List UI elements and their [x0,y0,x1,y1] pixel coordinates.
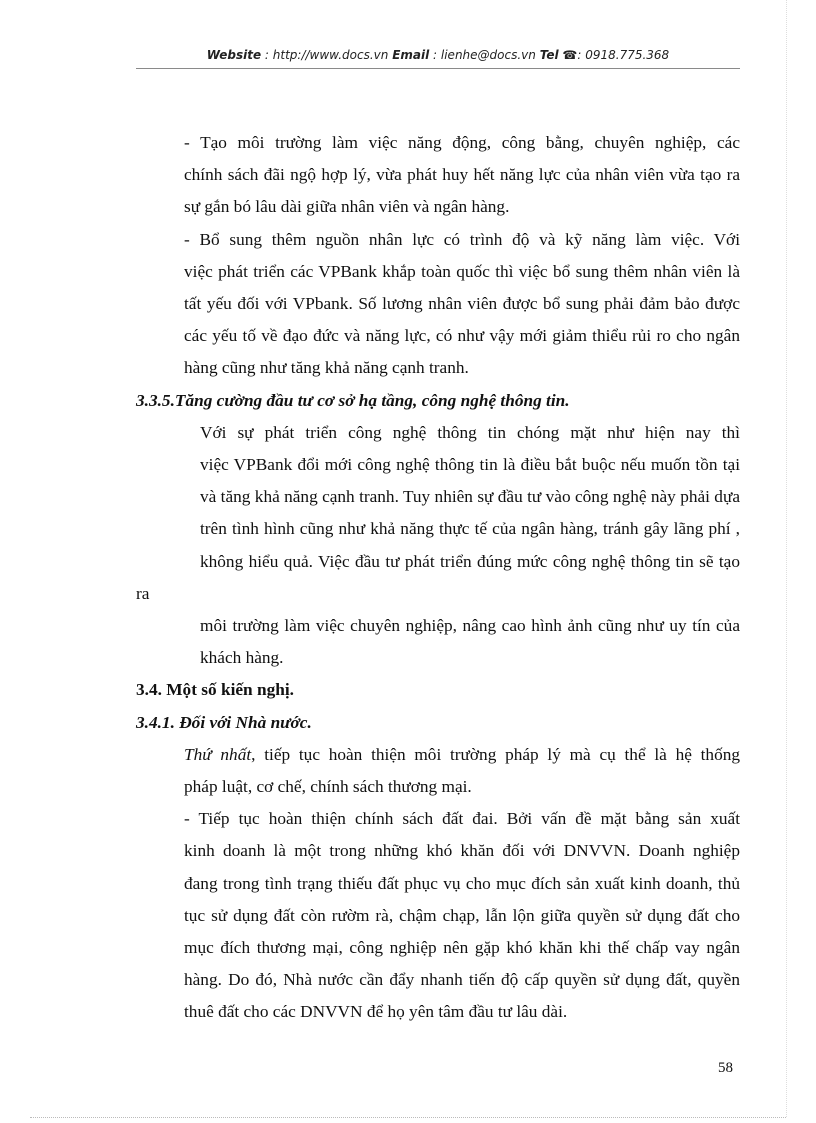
text-line: và tăng khả năng cạnh tranh. Tuy nhiên sự đầu tư vào công nghệ này phải dựa [200,487,740,507]
document-body [136,127,740,1029]
email-label: Email [392,48,430,62]
text-line: Với sự phát triển công nghệ thông tin chóng mặt như hiện nay thì [200,422,740,442]
paragraph-human-resources [136,224,740,385]
text-line: hàng. Do đó, Nhà nước cần đẩy nhanh tiến độ cấp quyền sử dụng đất, quyền [184,970,740,990]
text-segment: , tiếp tục hoàn thiện môi trường pháp lý mà cụ thể là hệ thống [251,744,740,764]
text-line: trên tình hình cũng như khả năng thực tế của ngân hàng, tránh gây lãng phí , [200,519,740,539]
paragraph-land-policy [136,803,740,1028]
tel-value: : 0918.775.368 [577,48,670,62]
page-number: 58 [718,1060,733,1076]
text-line: kinh doanh là một trong những khó khăn đối với DNVVN. Doanh nghiệp [184,841,740,861]
tel-label: Tel [539,48,559,62]
text-line: hàng cũng như tăng khả năng cạnh tranh. [184,358,469,378]
text-line: thuê đất cho các DNVVN để họ yên tâm đầu tư lâu dài. [184,1002,568,1022]
website-label: Website [206,48,262,62]
paragraph-work-environment [136,127,740,224]
text-line: chính sách đãi ngộ hợp lý, vừa phát huy hết năng lực của nhân viên vừa tạo ra [184,165,740,185]
text-line: các yếu tố về đạo đức và năng lực, có như vậy mới giảm thiểu rủi ro cho ngân [184,326,740,346]
email-value: : lienhe@docs.vn [429,48,540,62]
text-line: pháp luật, cơ chế, chính sách thương mại. [184,777,472,797]
text-line: - Tiếp tục hoàn thiện chính sách đất đai. Bởi vấn đề mặt bằng sản xuất [184,809,740,829]
text-line: - Tạo môi trường làm việc năng động, công bằng, chuyên nghiệp, các [184,133,740,152]
text-line: sự gắn bó lâu dài giữa nhân viên và ngân hàng. [184,197,510,217]
text-line: mục đích thương mại, công nghiệp nên gặp khó khăn khi thế chấp vay ngân [184,938,740,958]
text-line [136,739,740,771]
paragraph-it-investment [136,417,740,675]
heading-3-4: 3.4. Một số kiến nghị. [136,680,294,700]
text-line: không hiểu quả. Việc đầu tư phát triển đúng mức công nghệ thông tin sẽ tạo ra [136,551,740,603]
paragraph-legal-environment [136,739,740,803]
text-line: việc VPBank đổi mới công nghệ thông tin là điều bắt buộc nếu muốn tồn tại [200,455,740,475]
page-edge-bottom [30,1117,786,1118]
text-line: môi trường làm việc chuyên nghiệp, nâng cao hình ảnh cũng như uy tín của [200,616,740,636]
phone-icon: ☎ [562,48,578,62]
heading-3-3-5: 3.3.5.Tăng cường đầu tư cơ sở hạ tầng, công nghệ thông tin. [136,390,570,410]
header-divider [136,68,740,69]
page-header [136,48,740,62]
page-edge-right [786,0,787,1117]
text-line: tất yếu đối với VPbank. Số lương nhân viên được bổ sung phải đảm bảo được [184,294,740,314]
text-line: - Bổ sung thêm nguồn nhân lực có trình độ và kỹ năng làm việc. Với [184,229,740,249]
website-value: : http://www.docs.vn [261,48,393,62]
text-line: khách hàng. [200,648,284,668]
text-line: đang trong tình trạng thiếu đất phục vụ cho mục đích sản xuất kinh doanh, thủ [184,873,740,893]
heading-3-4-1: 3.4.1. Đối với Nhà nước. [136,712,312,732]
text-line: tục sử dụng đất còn rườm rà, chậm chạp, lẫn lộn giữa quyền sử dụng đất cho [184,905,740,925]
first-point-label: Thứ nhất [184,744,252,764]
text-line: việc phát triển các VPBank khắp toàn quốc thì việc bổ sung thêm nhân viên là [184,261,740,281]
